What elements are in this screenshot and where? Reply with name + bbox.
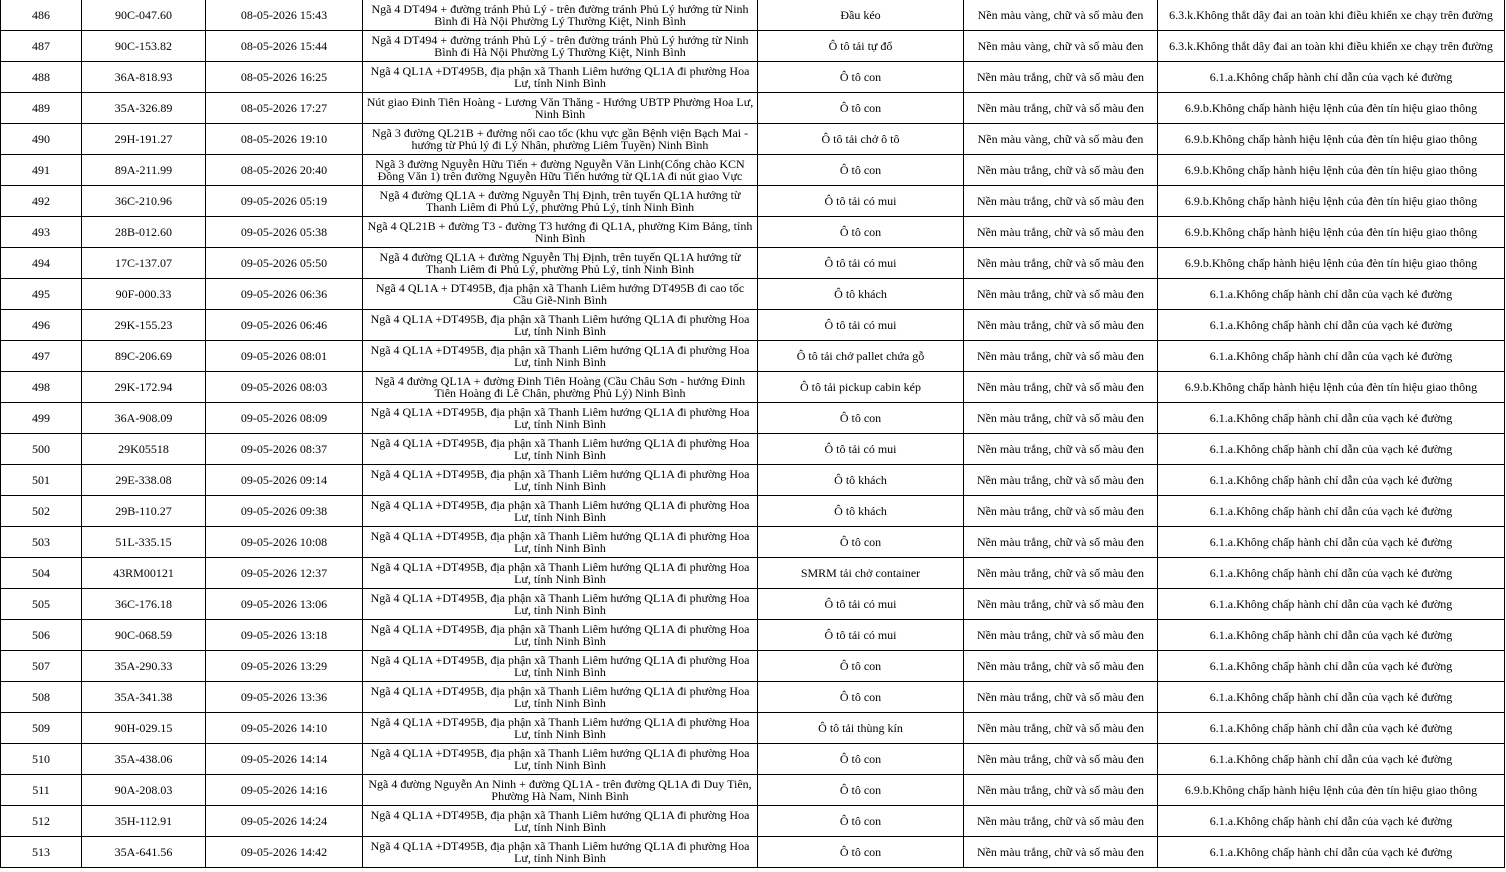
violation-time-cell: 08-05-2026 15:44: [206, 31, 363, 62]
location-cell: Ngã 4 QL21B + đường T3 - đường T3 hướng đi QL1A, phường Kim Bảng, tỉnh Ninh Bình: [363, 217, 758, 248]
plate-color-cell: Nền màu trắng, chữ và số màu đen: [964, 589, 1158, 620]
violation-time-cell: 08-05-2026 17:27: [206, 93, 363, 124]
location-cell: Ngã 4 QL1A +DT495B, địa phận xã Thanh Liêm hướng QL1A đi phường Hoa Lư, tỉnh Ninh Bình: [363, 589, 758, 620]
violation-time-cell: 09-05-2026 14:10: [206, 713, 363, 744]
vehicle-type-cell: Ô tô con: [758, 155, 964, 186]
violation-time-cell: 09-05-2026 13:36: [206, 682, 363, 713]
license-plate-cell: 36A-908.09: [82, 403, 206, 434]
row-number-cell: 510: [1, 744, 82, 775]
row-number-cell: 502: [1, 496, 82, 527]
location-cell: Ngã 4 QL1A +DT495B, địa phận xã Thanh Liêm hướng QL1A đi phường Hoa Lư, tỉnh Ninh Bình: [363, 465, 758, 496]
row-number-cell: 498: [1, 372, 82, 403]
location-cell: Ngã 4 đường QL1A + đường Đinh Tiên Hoàng (Cầu Châu Sơn - hướng Đinh Tiên Hoàng đi Lê Chân, phường Phủ Lý) Ninh Bình: [363, 372, 758, 403]
license-plate-cell: 35A-326.89: [82, 93, 206, 124]
row-number-cell: 512: [1, 806, 82, 837]
row-number-cell: 486: [1, 0, 82, 31]
license-plate-cell: 29K05518: [82, 434, 206, 465]
violation-time-cell: 09-05-2026 14:14: [206, 744, 363, 775]
violation-description-cell: 6.1.a.Không chấp hành chỉ dẫn của vạch kẻ đường: [1158, 434, 1505, 465]
violation-description-cell: 6.1.a.Không chấp hành chỉ dẫn của vạch kẻ đường: [1158, 62, 1505, 93]
table-row: [1, 248, 1505, 279]
vehicle-type-cell: Ô tô con: [758, 62, 964, 93]
license-plate-cell: 29K-172.94: [82, 372, 206, 403]
violation-description-cell: 6.9.b.Không chấp hành hiệu lệnh của đèn tín hiệu giao thông: [1158, 775, 1505, 806]
table-row: [1, 155, 1505, 186]
row-number-cell: 489: [1, 93, 82, 124]
plate-color-cell: Nền màu trắng, chữ và số màu đen: [964, 186, 1158, 217]
license-plate-cell: 35A-290.33: [82, 651, 206, 682]
license-plate-cell: 35A-341.38: [82, 682, 206, 713]
violation-description-cell: 6.9.b.Không chấp hành hiệu lệnh của đèn tín hiệu giao thông: [1158, 155, 1505, 186]
violation-time-cell: 09-05-2026 08:37: [206, 434, 363, 465]
license-plate-cell: 89A-211.99: [82, 155, 206, 186]
location-cell: Ngã 4 QL1A +DT495B, địa phận xã Thanh Liêm hướng QL1A đi phường Hoa Lư, tỉnh Ninh Bình: [363, 558, 758, 589]
row-number-cell: 492: [1, 186, 82, 217]
plate-color-cell: Nền màu trắng, chữ và số màu đen: [964, 806, 1158, 837]
plate-color-cell: Nền màu trắng, chữ và số màu đen: [964, 744, 1158, 775]
violation-time-cell: 09-05-2026 14:24: [206, 806, 363, 837]
license-plate-cell: 43RM00121: [82, 558, 206, 589]
violation-description-cell: 6.1.a.Không chấp hành chỉ dẫn của vạch kẻ đường: [1158, 713, 1505, 744]
location-cell: Ngã 4 QL1A + DT495B, địa phận xã Thanh Liêm hướng DT495B đi cao tốc Cầu Giẽ-Ninh Bình: [363, 279, 758, 310]
violations-table-body: [1, 0, 1505, 868]
location-cell: Ngã 4 QL1A +DT495B, địa phận xã Thanh Liêm hướng QL1A đi phường Hoa Lư, tỉnh Ninh Bình: [363, 806, 758, 837]
vehicle-type-cell: Ô tô tải pickup cabin kép: [758, 372, 964, 403]
violation-time-cell: 09-05-2026 08:01: [206, 341, 363, 372]
vehicle-type-cell: Ô tô tải có mui: [758, 589, 964, 620]
vehicle-type-cell: Ô tô con: [758, 806, 964, 837]
row-number-cell: 499: [1, 403, 82, 434]
location-cell: Ngã 3 đường QL21B + đường nối cao tốc (khu vực gần Bệnh viện Bạch Mai - hướng từ Phủ lý đi Lý Nhân, phường Liêm Tuyền) Ninh Bình: [363, 124, 758, 155]
violation-time-cell: 09-05-2026 13:06: [206, 589, 363, 620]
violation-time-cell: 08-05-2026 15:43: [206, 0, 363, 31]
violation-time-cell: 08-05-2026 19:10: [206, 124, 363, 155]
vehicle-type-cell: Ô tô con: [758, 93, 964, 124]
location-cell: Ngã 4 QL1A +DT495B, địa phận xã Thanh Liêm hướng QL1A đi phường Hoa Lư, tỉnh Ninh Bình: [363, 682, 758, 713]
row-number-cell: 490: [1, 124, 82, 155]
vehicle-type-cell: Đầu kéo: [758, 0, 964, 31]
row-number-cell: 497: [1, 341, 82, 372]
license-plate-cell: 90F-000.33: [82, 279, 206, 310]
vehicle-type-cell: Ô tô tải có mui: [758, 186, 964, 217]
violation-time-cell: 09-05-2026 06:36: [206, 279, 363, 310]
plate-color-cell: Nền màu trắng, chữ và số màu đen: [964, 558, 1158, 589]
row-number-cell: 507: [1, 651, 82, 682]
table-row: [1, 403, 1505, 434]
violation-description-cell: 6.9.b.Không chấp hành hiệu lệnh của đèn tín hiệu giao thông: [1158, 124, 1505, 155]
location-cell: Ngã 4 QL1A +DT495B, địa phận xã Thanh Liêm hướng QL1A đi phường Hoa Lư, tỉnh Ninh Bình: [363, 434, 758, 465]
plate-color-cell: Nền màu vàng, chữ và số màu đen: [964, 31, 1158, 62]
row-number-cell: 491: [1, 155, 82, 186]
plate-color-cell: Nền màu trắng, chữ và số màu đen: [964, 62, 1158, 93]
license-plate-cell: 36C-210.96: [82, 186, 206, 217]
table-row: [1, 806, 1505, 837]
plate-color-cell: Nền màu trắng, chữ và số màu đen: [964, 713, 1158, 744]
violation-time-cell: 09-05-2026 09:38: [206, 496, 363, 527]
violation-description-cell: 6.9.b.Không chấp hành hiệu lệnh của đèn tín hiệu giao thông: [1158, 93, 1505, 124]
row-number-cell: 509: [1, 713, 82, 744]
vehicle-type-cell: Ô tô con: [758, 527, 964, 558]
table-row: [1, 310, 1505, 341]
row-number-cell: 508: [1, 682, 82, 713]
license-plate-cell: 90C-068.59: [82, 620, 206, 651]
vehicle-type-cell: Ô tô tải có mui: [758, 248, 964, 279]
license-plate-cell: 90C-047.60: [82, 0, 206, 31]
violation-description-cell: 6.1.a.Không chấp hành chỉ dẫn của vạch kẻ đường: [1158, 620, 1505, 651]
license-plate-cell: 90H-029.15: [82, 713, 206, 744]
vehicle-type-cell: Ô tô con: [758, 775, 964, 806]
vehicle-type-cell: Ô tô con: [758, 682, 964, 713]
vehicle-type-cell: SMRM tải chở container: [758, 558, 964, 589]
violation-description-cell: 6.1.a.Không chấp hành chỉ dẫn của vạch kẻ đường: [1158, 403, 1505, 434]
table-row: [1, 713, 1505, 744]
table-row: [1, 651, 1505, 682]
violation-time-cell: 09-05-2026 08:09: [206, 403, 363, 434]
plate-color-cell: Nền màu vàng, chữ và số màu đen: [964, 124, 1158, 155]
license-plate-cell: 28B-012.60: [82, 217, 206, 248]
plate-color-cell: Nền màu trắng, chữ và số màu đen: [964, 248, 1158, 279]
violation-time-cell: 09-05-2026 05:50: [206, 248, 363, 279]
plate-color-cell: Nền màu trắng, chữ và số màu đen: [964, 620, 1158, 651]
license-plate-cell: 29K-155.23: [82, 310, 206, 341]
violation-description-cell: 6.1.a.Không chấp hành chỉ dẫn của vạch kẻ đường: [1158, 279, 1505, 310]
violation-description-cell: 6.1.a.Không chấp hành chỉ dẫn của vạch kẻ đường: [1158, 310, 1505, 341]
row-number-cell: 500: [1, 434, 82, 465]
row-number-cell: 496: [1, 310, 82, 341]
row-number-cell: 495: [1, 279, 82, 310]
violation-description-cell: 6.9.b.Không chấp hành hiệu lệnh của đèn tín hiệu giao thông: [1158, 217, 1505, 248]
violation-time-cell: 08-05-2026 20:40: [206, 155, 363, 186]
table-row: [1, 62, 1505, 93]
violation-description-cell: 6.1.a.Không chấp hành chỉ dẫn của vạch kẻ đường: [1158, 589, 1505, 620]
row-number-cell: 513: [1, 837, 82, 868]
violation-time-cell: 09-05-2026 12:37: [206, 558, 363, 589]
license-plate-cell: 89C-206.69: [82, 341, 206, 372]
location-cell: Ngã 4 QL1A +DT495B, địa phận xã Thanh Liêm hướng QL1A đi phường Hoa Lư, tỉnh Ninh Bình: [363, 527, 758, 558]
row-number-cell: 488: [1, 62, 82, 93]
violation-description-cell: 6.1.a.Không chấp hành chỉ dẫn của vạch kẻ đường: [1158, 806, 1505, 837]
row-number-cell: 506: [1, 620, 82, 651]
plate-color-cell: Nền màu trắng, chữ và số màu đen: [964, 465, 1158, 496]
plate-color-cell: Nền màu trắng, chữ và số màu đen: [964, 651, 1158, 682]
table-row: [1, 279, 1505, 310]
violation-description-cell: 6.1.a.Không chấp hành chỉ dẫn của vạch kẻ đường: [1158, 682, 1505, 713]
violation-time-cell: 09-05-2026 08:03: [206, 372, 363, 403]
license-plate-cell: 35H-112.91: [82, 806, 206, 837]
vehicle-type-cell: Ô tô con: [758, 651, 964, 682]
table-row: [1, 744, 1505, 775]
location-cell: Ngã 4 QL1A +DT495B, địa phận xã Thanh Liêm hướng QL1A đi phường Hoa Lư, tỉnh Ninh Bình: [363, 62, 758, 93]
violation-time-cell: 09-05-2026 06:46: [206, 310, 363, 341]
violation-description-cell: 6.1.a.Không chấp hành chỉ dẫn của vạch kẻ đường: [1158, 837, 1505, 868]
license-plate-cell: 29E-338.08: [82, 465, 206, 496]
table-row: [1, 496, 1505, 527]
table-row: [1, 682, 1505, 713]
license-plate-cell: 29B-110.27: [82, 496, 206, 527]
plate-color-cell: Nền màu trắng, chữ và số màu đen: [964, 372, 1158, 403]
location-cell: Ngã 4 DT494 + đường tránh Phủ Lý - trên đường tránh Phủ Lý hướng từ Ninh Bình đi Hà Nội Phường Lý Thường Kiệt, Ninh Bình: [363, 31, 758, 62]
table-row: [1, 93, 1505, 124]
table-row: [1, 527, 1505, 558]
location-cell: Ngã 4 QL1A +DT495B, địa phận xã Thanh Liêm hướng QL1A đi phường Hoa Lư, tỉnh Ninh Bình: [363, 837, 758, 868]
table-row: [1, 434, 1505, 465]
vehicle-type-cell: Ô tô khách: [758, 465, 964, 496]
row-number-cell: 503: [1, 527, 82, 558]
license-plate-cell: 36A-818.93: [82, 62, 206, 93]
violation-time-cell: 09-05-2026 05:38: [206, 217, 363, 248]
violation-description-cell: 6.9.b.Không chấp hành hiệu lệnh của đèn tín hiệu giao thông: [1158, 186, 1505, 217]
location-cell: Ngã 4 QL1A +DT495B, địa phận xã Thanh Liêm hướng QL1A đi phường Hoa Lư, tỉnh Ninh Bình: [363, 620, 758, 651]
location-cell: Ngã 3 đường Nguyễn Hữu Tiến + đường Nguyễn Văn Linh(Cổng chào KCN Đồng Văn 1) trên đường Nguyễn Hữu Tiến hướng từ QL1A đi nút giao Vực: [363, 155, 758, 186]
plate-color-cell: Nền màu trắng, chữ và số màu đen: [964, 496, 1158, 527]
license-plate-cell: 36C-176.18: [82, 589, 206, 620]
plate-color-cell: Nền màu trắng, chữ và số màu đen: [964, 434, 1158, 465]
location-cell: Ngã 4 QL1A +DT495B, địa phận xã Thanh Liêm hướng QL1A đi phường Hoa Lư, tỉnh Ninh Bình: [363, 403, 758, 434]
violation-description-cell: 6.9.b.Không chấp hành hiệu lệnh của đèn tín hiệu giao thông: [1158, 248, 1505, 279]
plate-color-cell: Nền màu trắng, chữ và số màu đen: [964, 93, 1158, 124]
license-plate-cell: 35A-438.06: [82, 744, 206, 775]
vehicle-type-cell: Ô tô khách: [758, 279, 964, 310]
row-number-cell: 511: [1, 775, 82, 806]
violation-description-cell: 6.9.b.Không chấp hành hiệu lệnh của đèn tín hiệu giao thông: [1158, 372, 1505, 403]
violation-description-cell: 6.1.a.Không chấp hành chỉ dẫn của vạch kẻ đường: [1158, 527, 1505, 558]
table-row: [1, 837, 1505, 868]
plate-color-cell: Nền màu trắng, chữ và số màu đen: [964, 527, 1158, 558]
vehicle-type-cell: Ô tô con: [758, 837, 964, 868]
location-cell: Ngã 4 đường Nguyễn An Ninh + đường QL1A - trên đường QL1A đi Duy Tiên, Phường Hà Nam, Ninh Bình: [363, 775, 758, 806]
location-cell: Ngã 4 đường QL1A + đường Nguyễn Thị Định, trên tuyến QL1A hướng từ Thanh Liêm đi Phủ Lý, phường Phủ Lý, tỉnh Ninh Bình: [363, 186, 758, 217]
plate-color-cell: Nền màu trắng, chữ và số màu đen: [964, 217, 1158, 248]
violation-time-cell: 09-05-2026 13:18: [206, 620, 363, 651]
vehicle-type-cell: Ô tô khách: [758, 496, 964, 527]
table-row: [1, 124, 1505, 155]
violation-time-cell: 09-05-2026 13:29: [206, 651, 363, 682]
table-row: [1, 186, 1505, 217]
location-cell: Nút giao Đinh Tiên Hoàng - Lương Văn Thăng - Hướng UBTP Phường Hoa Lư, Ninh Bình: [363, 93, 758, 124]
plate-color-cell: Nền màu trắng, chữ và số màu đen: [964, 682, 1158, 713]
vehicle-type-cell: Ô tô tải chở ô tô: [758, 124, 964, 155]
license-plate-cell: 17C-137.07: [82, 248, 206, 279]
location-cell: Ngã 4 QL1A +DT495B, địa phận xã Thanh Liêm hướng QL1A đi phường Hoa Lư, tỉnh Ninh Bình: [363, 744, 758, 775]
vehicle-type-cell: Ô tô tải thùng kín: [758, 713, 964, 744]
table-row: [1, 620, 1505, 651]
plate-color-cell: Nền màu trắng, chữ và số màu đen: [964, 403, 1158, 434]
table-row: [1, 465, 1505, 496]
location-cell: Ngã 4 QL1A +DT495B, địa phận xã Thanh Liêm hướng QL1A đi phường Hoa Lư, tỉnh Ninh Bình: [363, 341, 758, 372]
table-row: [1, 341, 1505, 372]
violation-time-cell: 09-05-2026 14:16: [206, 775, 363, 806]
location-cell: Ngã 4 QL1A +DT495B, địa phận xã Thanh Liêm hướng QL1A đi phường Hoa Lư, tỉnh Ninh Bình: [363, 713, 758, 744]
table-row: [1, 0, 1505, 31]
table-row: [1, 372, 1505, 403]
violation-description-cell: 6.1.a.Không chấp hành chỉ dẫn của vạch kẻ đường: [1158, 558, 1505, 589]
plate-color-cell: Nền màu trắng, chữ và số màu đen: [964, 279, 1158, 310]
vehicle-type-cell: Ô tô tải tự đổ: [758, 31, 964, 62]
violation-description-cell: 6.1.a.Không chấp hành chỉ dẫn của vạch kẻ đường: [1158, 651, 1505, 682]
vehicle-type-cell: Ô tô con: [758, 744, 964, 775]
row-number-cell: 493: [1, 217, 82, 248]
table-row: [1, 589, 1505, 620]
violation-description-cell: 6.1.a.Không chấp hành chỉ dẫn của vạch kẻ đường: [1158, 465, 1505, 496]
location-cell: Ngã 4 QL1A +DT495B, địa phận xã Thanh Liêm hướng QL1A đi phường Hoa Lư, tỉnh Ninh Bình: [363, 496, 758, 527]
location-cell: Ngã 4 QL1A +DT495B, địa phận xã Thanh Liêm hướng QL1A đi phường Hoa Lư, tỉnh Ninh Bình: [363, 651, 758, 682]
plate-color-cell: Nền màu vàng, chữ và số màu đen: [964, 0, 1158, 31]
license-plate-cell: 90C-153.82: [82, 31, 206, 62]
license-plate-cell: 35A-641.56: [82, 837, 206, 868]
violation-time-cell: 09-05-2026 09:14: [206, 465, 363, 496]
violation-description-cell: 6.1.a.Không chấp hành chỉ dẫn của vạch kẻ đường: [1158, 496, 1505, 527]
vehicle-type-cell: Ô tô con: [758, 403, 964, 434]
location-cell: Ngã 4 QL1A +DT495B, địa phận xã Thanh Liêm hướng QL1A đi phường Hoa Lư, tỉnh Ninh Bình: [363, 310, 758, 341]
row-number-cell: 501: [1, 465, 82, 496]
vehicle-type-cell: Ô tô tải có mui: [758, 310, 964, 341]
violation-time-cell: 09-05-2026 05:19: [206, 186, 363, 217]
plate-color-cell: Nền màu trắng, chữ và số màu đen: [964, 341, 1158, 372]
location-cell: Ngã 4 đường QL1A + đường Nguyễn Thị Định, trên tuyến QL1A hướng từ Thanh Liêm đi Phủ Lý, phường Phủ Lý, tỉnh Ninh Bình: [363, 248, 758, 279]
plate-color-cell: Nền màu trắng, chữ và số màu đen: [964, 837, 1158, 868]
vehicle-type-cell: Ô tô con: [758, 217, 964, 248]
plate-color-cell: Nền màu trắng, chữ và số màu đen: [964, 775, 1158, 806]
violation-description-cell: 6.1.a.Không chấp hành chỉ dẫn của vạch kẻ đường: [1158, 341, 1505, 372]
license-plate-cell: 29H-191.27: [82, 124, 206, 155]
violation-time-cell: 09-05-2026 10:08: [206, 527, 363, 558]
plate-color-cell: Nền màu trắng, chữ và số màu đen: [964, 155, 1158, 186]
table-row: [1, 775, 1505, 806]
license-plate-cell: 51L-335.15: [82, 527, 206, 558]
violation-time-cell: 09-05-2026 14:42: [206, 837, 363, 868]
violation-description-cell: 6.1.a.Không chấp hành chỉ dẫn của vạch kẻ đường: [1158, 744, 1505, 775]
violation-description-cell: 6.3.k.Không thắt dây đai an toàn khi điều khiển xe chạy trên đường: [1158, 31, 1505, 62]
violation-time-cell: 08-05-2026 16:25: [206, 62, 363, 93]
vehicle-type-cell: Ô tô tải có mui: [758, 434, 964, 465]
license-plate-cell: 90A-208.03: [82, 775, 206, 806]
row-number-cell: 505: [1, 589, 82, 620]
table-row: [1, 31, 1505, 62]
table-row: [1, 558, 1505, 589]
vehicle-type-cell: Ô tô tải có mui: [758, 620, 964, 651]
row-number-cell: 494: [1, 248, 82, 279]
row-number-cell: 487: [1, 31, 82, 62]
plate-color-cell: Nền màu trắng, chữ và số màu đen: [964, 310, 1158, 341]
location-cell: Ngã 4 DT494 + đường tránh Phủ Lý - trên đường tránh Phủ Lý hướng từ Ninh Bình đi Hà Nội Phường Lý Thường Kiệt, Ninh Bình: [363, 0, 758, 31]
violation-description-cell: 6.3.k.Không thắt dây đai an toàn khi điều khiển xe chạy trên đường: [1158, 0, 1505, 31]
table-row: [1, 217, 1505, 248]
row-number-cell: 504: [1, 558, 82, 589]
vehicle-type-cell: Ô tô tải chở pallet chứa gỗ: [758, 341, 964, 372]
